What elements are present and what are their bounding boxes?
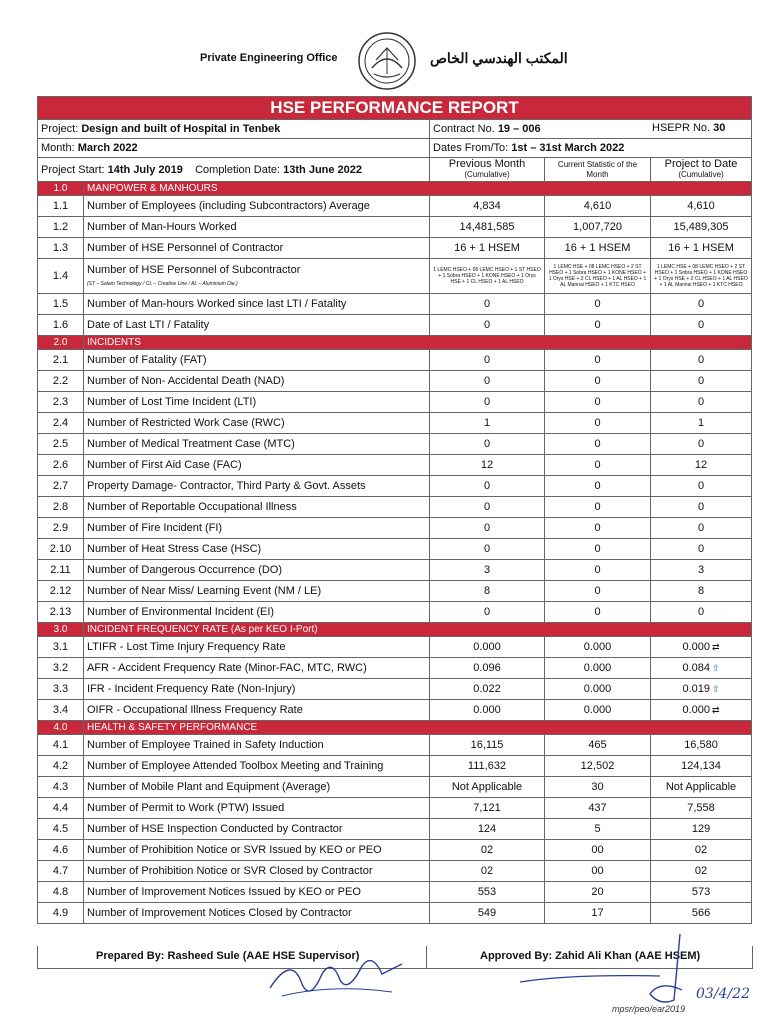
value-cell: 16 + 1 HSEM bbox=[651, 238, 752, 259]
value-cell: 0 bbox=[545, 602, 651, 623]
footer-divider bbox=[426, 946, 427, 968]
prepared-by: Prepared By: Rasheed Sule (AAE HSE Supervisor) bbox=[96, 950, 360, 962]
row-label: Number of Employee Trained in Safety Induction bbox=[84, 735, 430, 756]
value-cell: 0.000 bbox=[545, 700, 651, 721]
row-number: 2.5 bbox=[38, 434, 84, 455]
value-cell: 15,489,305 bbox=[651, 217, 752, 238]
value-cell: 566 bbox=[651, 903, 752, 924]
value-cell: Not Applicable bbox=[651, 777, 752, 798]
value-cell: 0.000 bbox=[430, 700, 545, 721]
value-cell: 0 bbox=[545, 518, 651, 539]
row-number: 3.1 bbox=[38, 637, 84, 658]
row-label: Number of Heat Stress Case (HSC) bbox=[84, 539, 430, 560]
value-cell: 465 bbox=[545, 735, 651, 756]
table-row bbox=[38, 294, 752, 315]
row-label: Number of Man-Hours Worked bbox=[84, 217, 430, 238]
value-cell: 5 bbox=[545, 819, 651, 840]
row-sublabel: (ST – Salam Technology / CL – Creative Line / AL – Aluminium Die.) bbox=[87, 281, 238, 287]
office-name-arabic: المكتب الهندسي الخاص bbox=[430, 50, 568, 66]
row-label: Number of HSE Inspection Conducted by Contractor bbox=[84, 819, 430, 840]
value-cell: 0 bbox=[651, 518, 752, 539]
value-cell: 0.000 bbox=[545, 658, 651, 679]
office-name-english: Private Engineering Office bbox=[200, 52, 338, 64]
row-number: 4.7 bbox=[38, 861, 84, 882]
row-label: Number of Dangerous Occurrence (DO) bbox=[84, 560, 430, 581]
row-number: 2.13 bbox=[38, 602, 84, 623]
row-number: 2.11 bbox=[38, 560, 84, 581]
row-number: 2.3 bbox=[38, 392, 84, 413]
value-cell: 14,481,585 bbox=[430, 217, 545, 238]
table-row bbox=[38, 497, 752, 518]
value-cell: 0 bbox=[651, 392, 752, 413]
value-cell: 8 bbox=[651, 581, 752, 602]
row-label: Number of Fatality (FAT) bbox=[84, 350, 430, 371]
value-cell: 0.084 ⇧ bbox=[651, 658, 752, 679]
value-cell: 0 bbox=[545, 315, 651, 336]
value-cell: 0.000 bbox=[545, 679, 651, 700]
section-number: 2.0 bbox=[38, 336, 84, 350]
row-label: Number of Employees (including Subcontractors) Average bbox=[84, 196, 430, 217]
row-label: Property Damage- Contractor, Third Party & Govt. Assets bbox=[84, 476, 430, 497]
value-cell: 4,834 bbox=[430, 196, 545, 217]
row-number: 3.3 bbox=[38, 679, 84, 700]
value-cell: 573 bbox=[651, 882, 752, 903]
row-number: 2.6 bbox=[38, 455, 84, 476]
value-cell: 0 bbox=[651, 476, 752, 497]
value-cell: 12 bbox=[430, 455, 545, 476]
value-cell: 4,610 bbox=[545, 196, 651, 217]
table-row bbox=[38, 756, 752, 777]
value-cell: 3 bbox=[430, 560, 545, 581]
row-number: 4.1 bbox=[38, 735, 84, 756]
section-header bbox=[38, 721, 752, 735]
value-cell: 0 bbox=[651, 371, 752, 392]
preparer-signature bbox=[262, 944, 412, 1006]
row-number: 2.2 bbox=[38, 371, 84, 392]
row-label: OIFR - Occupational Illness Frequency Rate bbox=[84, 700, 430, 721]
table-row bbox=[38, 861, 752, 882]
value-cell: 0 bbox=[545, 413, 651, 434]
table-row bbox=[38, 637, 752, 658]
value-cell: 437 bbox=[545, 798, 651, 819]
letterhead bbox=[0, 30, 768, 92]
value-cell: 0 bbox=[430, 602, 545, 623]
value-cell: 1 LEMC HSE + 08 LEMC HSEO + 2 ST HSEO + 1 Sobra HSEO + 1 KONE HSEO + 1 Orys HSE + 2 CL HSEO + 1 AL HSEO + 1 AL Mannai HSEO + 1 KTC HSEO bbox=[651, 259, 752, 294]
contract-cell: Contract No. 19 – 006 HSEPR No. 30 bbox=[430, 120, 752, 139]
section-number: 1.0 bbox=[38, 182, 84, 196]
row-label: Number of Environmental Incident (EI) bbox=[84, 602, 430, 623]
table-row bbox=[38, 259, 752, 294]
row-number: 1.2 bbox=[38, 217, 84, 238]
value-cell: 0 bbox=[430, 539, 545, 560]
value-cell: 02 bbox=[651, 840, 752, 861]
value-cell: 16 + 1 HSEM bbox=[430, 238, 545, 259]
table-row bbox=[38, 371, 752, 392]
value-cell: 1,007,720 bbox=[545, 217, 651, 238]
value-cell: 124 bbox=[430, 819, 545, 840]
table-row bbox=[38, 679, 752, 700]
row-number: 1.4 bbox=[38, 259, 84, 294]
table-row bbox=[38, 602, 752, 623]
state-emblem-icon bbox=[356, 30, 418, 92]
value-cell: 0 bbox=[545, 455, 651, 476]
value-cell: 0 bbox=[651, 294, 752, 315]
row-number: 1.6 bbox=[38, 315, 84, 336]
value-cell: 20 bbox=[545, 882, 651, 903]
table-row bbox=[38, 903, 752, 924]
row-number: 4.5 bbox=[38, 819, 84, 840]
value-cell: 0 bbox=[430, 392, 545, 413]
section-title: MANPOWER & MANHOURS bbox=[84, 182, 752, 196]
row-label: Number of Reportable Occupational Illness bbox=[84, 497, 430, 518]
value-cell: 0 bbox=[651, 497, 752, 518]
value-cell: 0.000 ⇄ bbox=[651, 700, 752, 721]
value-cell: 3 bbox=[651, 560, 752, 581]
value-cell: 0 bbox=[545, 581, 651, 602]
table-row bbox=[38, 315, 752, 336]
value-cell: 0 bbox=[545, 434, 651, 455]
value-cell: 12,502 bbox=[545, 756, 651, 777]
value-cell: 0 bbox=[651, 602, 752, 623]
value-cell: 0 bbox=[430, 294, 545, 315]
row-number: 2.12 bbox=[38, 581, 84, 602]
signature-date: 03/4/22 bbox=[696, 986, 750, 1002]
col-previous-month: Previous Month (Cumulative) bbox=[430, 158, 545, 182]
value-cell: 0 bbox=[545, 476, 651, 497]
value-cell: 30 bbox=[545, 777, 651, 798]
row-number: 1.5 bbox=[38, 294, 84, 315]
value-cell: 0 bbox=[430, 371, 545, 392]
row-label: Number of Lost Time Incident (LTI) bbox=[84, 392, 430, 413]
table-row bbox=[38, 476, 752, 497]
value-cell: 0 bbox=[545, 350, 651, 371]
section-title: INCIDENT FREQUENCY RATE (As per KEO I-Port) bbox=[84, 623, 752, 637]
section-number: 4.0 bbox=[38, 721, 84, 735]
value-cell: 02 bbox=[430, 861, 545, 882]
value-cell: 0 bbox=[545, 539, 651, 560]
value-cell: 1 LEMC HSEO + 08 LEMC HSEO + 1 ST HSEO + 1 Sobra HSEO + 1 KONE HSEO + 1 Orys HSE + 1 CL HSEO + 1 AL HSEO bbox=[430, 259, 545, 294]
col-current-month: Current Statistic of the Month bbox=[545, 158, 651, 182]
project-dates-cell: Project Start: 14th July 2019 Completion Date: 13th June 2022 bbox=[38, 158, 430, 182]
value-cell: 0 bbox=[430, 315, 545, 336]
row-number: 2.8 bbox=[38, 497, 84, 518]
report-title: HSE PERFORMANCE REPORT bbox=[38, 97, 752, 120]
value-cell: 124,134 bbox=[651, 756, 752, 777]
table-row bbox=[38, 840, 752, 861]
project-cell: Project: Design and built of Hospital in Tenbek bbox=[38, 120, 430, 139]
row-label: Number of Employee Attended Toolbox Meeting and Training bbox=[84, 756, 430, 777]
project-name: Design and built of Hospital in Tenbek bbox=[81, 123, 281, 135]
table-row bbox=[38, 581, 752, 602]
value-cell: 16 + 1 HSEM bbox=[545, 238, 651, 259]
value-cell: 12 bbox=[651, 455, 752, 476]
value-cell: 0.000 ⇄ bbox=[651, 637, 752, 658]
table-row bbox=[38, 798, 752, 819]
trend-icon: ⇄ bbox=[712, 642, 720, 652]
row-number: 1.1 bbox=[38, 196, 84, 217]
value-cell: 8 bbox=[430, 581, 545, 602]
section-header bbox=[38, 182, 752, 196]
row-label: Number of Prohibition Notice or SVR Closed by Contractor bbox=[84, 861, 430, 882]
table-row bbox=[38, 700, 752, 721]
table-row bbox=[38, 560, 752, 581]
value-cell: 0 bbox=[545, 392, 651, 413]
value-cell: 0 bbox=[430, 476, 545, 497]
value-cell: 0.096 bbox=[430, 658, 545, 679]
row-label: Number of Mobile Plant and Equipment (Average) bbox=[84, 777, 430, 798]
approved-by: Approved By: Zahid Ali Khan (AAE HSEM) bbox=[480, 950, 701, 962]
value-cell: 00 bbox=[545, 840, 651, 861]
row-number: 4.4 bbox=[38, 798, 84, 819]
row-number: 3.4 bbox=[38, 700, 84, 721]
value-cell: 0 bbox=[545, 560, 651, 581]
row-number: 2.1 bbox=[38, 350, 84, 371]
trend-icon: ⇧ bbox=[712, 684, 720, 694]
row-label: Number of Man-hours Worked since last LTI / Fatality bbox=[84, 294, 430, 315]
section-number: 3.0 bbox=[38, 623, 84, 637]
value-cell: 0.000 bbox=[430, 637, 545, 658]
table-row bbox=[38, 777, 752, 798]
row-number: 1.3 bbox=[38, 238, 84, 259]
row-number: 2.9 bbox=[38, 518, 84, 539]
row-number: 2.10 bbox=[38, 539, 84, 560]
row-label: IFR - Incident Frequency Rate (Non-Injury) bbox=[84, 679, 430, 700]
row-label: Date of Last LTI / Fatality bbox=[84, 315, 430, 336]
value-cell: 0 bbox=[651, 434, 752, 455]
table-row bbox=[38, 882, 752, 903]
approver-signature bbox=[510, 930, 700, 1010]
table-row bbox=[38, 518, 752, 539]
section-header bbox=[38, 336, 752, 350]
row-label: Number of Permit to Work (PTW) Issued bbox=[84, 798, 430, 819]
table-row bbox=[38, 819, 752, 840]
value-cell: 549 bbox=[430, 903, 545, 924]
table-row bbox=[38, 455, 752, 476]
value-cell: 16,580 bbox=[651, 735, 752, 756]
row-number: 4.8 bbox=[38, 882, 84, 903]
hse-report-sheet bbox=[37, 96, 751, 924]
section-title: HEALTH & SAFETY PERFORMANCE bbox=[84, 721, 752, 735]
row-number: 4.6 bbox=[38, 840, 84, 861]
row-label: Number of Fire Incident (FI) bbox=[84, 518, 430, 539]
row-number: 4.2 bbox=[38, 756, 84, 777]
table-row bbox=[38, 217, 752, 238]
value-cell: 17 bbox=[545, 903, 651, 924]
trend-icon: ⇄ bbox=[712, 705, 720, 715]
value-cell: 1 LEMC HSE + 08 LEMC HSEO + 2 ST HSEO + 1 Sobra HSEO + 1 KONE HSEO + 1 Orys HSE + 2 CL HSEO + 1 AL HSEO + 1 AL Mannai HSEO + 1 KTC HSEO bbox=[545, 259, 651, 294]
table-row bbox=[38, 413, 752, 434]
table-row bbox=[38, 735, 752, 756]
table-row bbox=[38, 350, 752, 371]
row-number: 2.7 bbox=[38, 476, 84, 497]
value-cell: 0 bbox=[430, 434, 545, 455]
value-cell: 0 bbox=[545, 371, 651, 392]
row-number: 4.9 bbox=[38, 903, 84, 924]
row-label: Number of First Aid Case (FAC) bbox=[84, 455, 430, 476]
row-label: Number of Medical Treatment Case (MTC) bbox=[84, 434, 430, 455]
value-cell: 02 bbox=[651, 861, 752, 882]
value-cell: 0 bbox=[545, 497, 651, 518]
value-cell: 0.019 ⇧ bbox=[651, 679, 752, 700]
row-label: Number of Near Miss/ Learning Event (NM / LE) bbox=[84, 581, 430, 602]
table-row bbox=[38, 196, 752, 217]
value-cell: 1 bbox=[430, 413, 545, 434]
row-label: Number of Non- Accidental Death (NAD) bbox=[84, 371, 430, 392]
row-number: 4.3 bbox=[38, 777, 84, 798]
row-label: Number of Improvement Notices Closed by Contractor bbox=[84, 903, 430, 924]
month-cell: Month: March 2022 bbox=[38, 139, 430, 158]
value-cell: 129 bbox=[651, 819, 752, 840]
row-label: Number of HSE Personnel of Contractor bbox=[84, 238, 430, 259]
value-cell: 0 bbox=[545, 294, 651, 315]
form-code: mpsr/peo/ear2019 bbox=[612, 1004, 686, 1014]
dates-cell: Dates From/To: 1st – 31st March 2022 bbox=[430, 139, 752, 158]
value-cell: 4,610 bbox=[651, 196, 752, 217]
value-cell: 1 bbox=[651, 413, 752, 434]
value-cell: 553 bbox=[430, 882, 545, 903]
value-cell: 7,121 bbox=[430, 798, 545, 819]
value-cell: 02 bbox=[430, 840, 545, 861]
value-cell: 0 bbox=[651, 315, 752, 336]
row-number: 3.2 bbox=[38, 658, 84, 679]
trend-icon: ⇧ bbox=[712, 663, 720, 673]
value-cell: 00 bbox=[545, 861, 651, 882]
value-cell: 0.022 bbox=[430, 679, 545, 700]
table-row bbox=[38, 539, 752, 560]
section-title: INCIDENTS bbox=[84, 336, 752, 350]
table-row bbox=[38, 658, 752, 679]
value-cell: 0 bbox=[651, 539, 752, 560]
value-cell: 0 bbox=[651, 350, 752, 371]
hse-report-table bbox=[37, 96, 752, 924]
section-header bbox=[38, 623, 752, 637]
row-label: Number of Improvement Notices Issued by KEO or PEO bbox=[84, 882, 430, 903]
col-project-to-date: Project to Date (Cumulative) bbox=[651, 158, 752, 182]
row-label: AFR - Accident Frequency Rate (Minor-FAC, MTC, RWC) bbox=[84, 658, 430, 679]
table-row bbox=[38, 392, 752, 413]
table-row bbox=[38, 434, 752, 455]
value-cell: 0 bbox=[430, 350, 545, 371]
value-cell: 0.000 bbox=[545, 637, 651, 658]
row-label: LTIFR - Lost Time Injury Frequency Rate bbox=[84, 637, 430, 658]
table-row bbox=[38, 238, 752, 259]
value-cell: 0 bbox=[430, 518, 545, 539]
value-cell: 16,115 bbox=[430, 735, 545, 756]
row-label: Number of HSE Personnel of Subcontractor (ST – Salam Technology / CL – Creative Line / AL – Aluminium Die.) bbox=[84, 259, 430, 294]
value-cell: Not Applicable bbox=[430, 777, 545, 798]
value-cell: 7,558 bbox=[651, 798, 752, 819]
row-number: 2.4 bbox=[38, 413, 84, 434]
row-label: Number of Restricted Work Case (RWC) bbox=[84, 413, 430, 434]
value-cell: 0 bbox=[430, 497, 545, 518]
row-label: Number of Prohibition Notice or SVR Issued by KEO or PEO bbox=[84, 840, 430, 861]
value-cell: 111,632 bbox=[430, 756, 545, 777]
